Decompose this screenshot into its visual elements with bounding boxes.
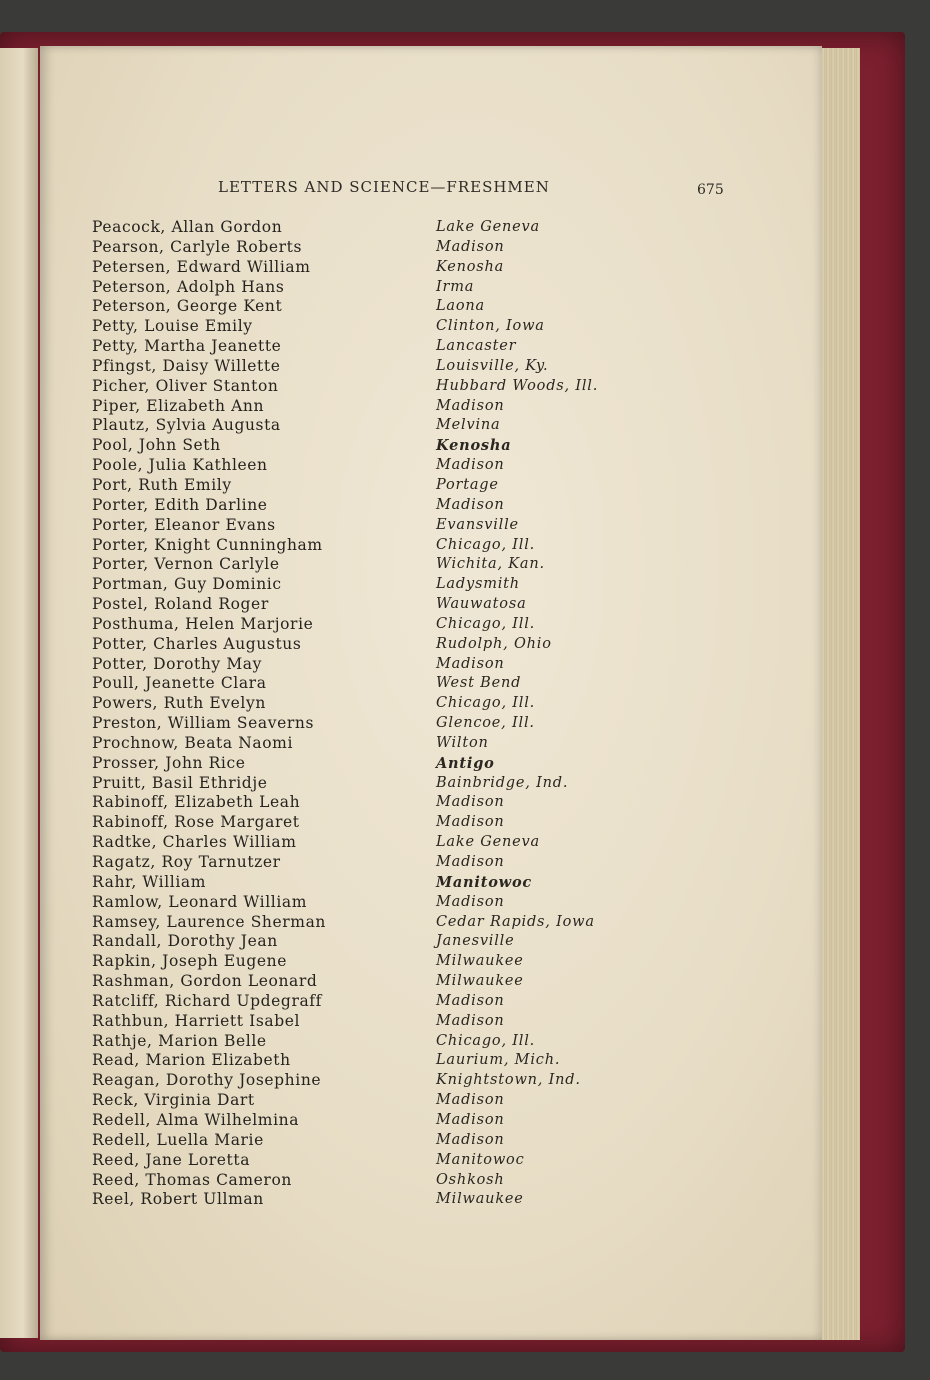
list-item: [86, 952, 646, 972]
student-name: Petty, Louise Emily: [92, 317, 253, 336]
student-hometown: Cedar Rapids, Iowa: [436, 913, 595, 930]
list-item: [86, 1032, 646, 1052]
student-name: Rahr, William: [92, 872, 207, 891]
student-name: Pool, John Seth: [92, 436, 221, 455]
list-item: [86, 1091, 646, 1111]
student-hometown: Madison: [436, 238, 505, 255]
student-hometown: Louisville, Ky.: [436, 357, 549, 374]
student-hometown: Madison: [436, 655, 505, 672]
student-name: Preston, William Seaverns: [92, 714, 315, 733]
list-item: [86, 1111, 646, 1131]
student-name: Piper, Elizabeth Ann: [92, 396, 265, 415]
student-name: Redell, Luella Marie: [92, 1130, 264, 1149]
list-item: [86, 357, 646, 377]
student-hometown: Glencoe, Ill.: [436, 715, 535, 732]
student-hometown: Evansville: [436, 516, 519, 533]
student-name: Radtke, Charles William: [92, 833, 297, 852]
student-name: Ramsey, Laurence Sherman: [92, 912, 327, 931]
list-item: [86, 416, 646, 436]
list-item: [86, 655, 646, 675]
page-header: LETTERS AND SCIENCE—FRESHMEN: [218, 178, 550, 196]
student-hometown: West Bend: [436, 675, 522, 692]
student-hometown: Kenosha: [436, 437, 512, 455]
student-list: [86, 218, 646, 1210]
student-name: Poole, Julia Kathleen: [92, 456, 268, 475]
student-name: Potter, Dorothy May: [92, 654, 262, 673]
list-item: [86, 992, 646, 1012]
student-name: Reed, Jane Loretta: [92, 1150, 251, 1169]
student-hometown: Melvina: [436, 417, 501, 434]
student-hometown: Milwaukee: [436, 953, 524, 970]
student-hometown: Wichita, Kan.: [436, 556, 545, 573]
student-hometown: Rudolph, Ohio: [436, 635, 552, 652]
student-hometown: Lancaster: [436, 338, 517, 355]
student-hometown: Manitowoc: [436, 1151, 525, 1168]
student-hometown: Chicago, Ill.: [436, 695, 536, 712]
list-item: [86, 278, 646, 298]
student-name: Porter, Knight Cunningham: [92, 535, 323, 554]
student-name: Port, Ruth Emily: [92, 475, 232, 494]
student-hometown: Chicago, Ill.: [436, 1032, 536, 1049]
list-item: [86, 397, 646, 417]
student-name: Reagan, Dorothy Josephine: [92, 1071, 322, 1090]
student-name: Prosser, John Rice: [92, 753, 246, 772]
student-name: Porter, Eleanor Evans: [92, 515, 276, 534]
student-name: Peterson, George Kent: [92, 297, 283, 316]
student-hometown: Madison: [436, 1012, 505, 1029]
student-hometown: Knightstown, Ind.: [436, 1072, 581, 1089]
student-name: Pruitt, Basil Ethridje: [92, 773, 268, 792]
list-item: [86, 575, 646, 595]
student-hometown: Hubbard Woods, Ill.: [436, 377, 599, 394]
list-item: [86, 476, 646, 496]
student-hometown: Janesville: [436, 933, 515, 950]
list-item: [86, 1131, 646, 1151]
list-item: [86, 436, 646, 456]
student-hometown: Laurium, Mich.: [436, 1052, 561, 1069]
student-name: Powers, Ruth Evelyn: [92, 694, 266, 713]
student-hometown: Madison: [436, 1092, 505, 1109]
student-name: Postel, Roland Roger: [92, 595, 269, 614]
student-name: Potter, Charles Augustus: [92, 634, 302, 653]
list-item: [86, 833, 646, 853]
page-number: 675: [697, 182, 724, 198]
student-name: Pfingst, Daisy Willette: [92, 356, 281, 375]
list-item: [86, 555, 646, 575]
student-hometown: Madison: [436, 1111, 505, 1128]
student-hometown: Laona: [436, 298, 485, 315]
student-name: Reel, Robert Ullman: [92, 1190, 264, 1209]
list-item: [86, 377, 646, 397]
list-item: [86, 932, 646, 952]
student-name: Picher, Oliver Stanton: [92, 376, 279, 395]
list-item: [86, 317, 646, 337]
list-item: [86, 456, 646, 476]
student-name: Peterson, Adolph Hans: [92, 277, 285, 296]
student-hometown: Madison: [436, 814, 505, 831]
student-hometown: Lake Geneva: [436, 834, 540, 851]
student-name: Read, Marion Elizabeth: [92, 1051, 291, 1070]
student-hometown: Chicago, Ill.: [436, 615, 536, 632]
student-name: Porter, Vernon Carlyle: [92, 555, 280, 574]
student-name: Rabinoff, Elizabeth Leah: [92, 793, 301, 812]
list-item: [86, 1012, 646, 1032]
list-item: [86, 813, 646, 833]
list-item: [86, 258, 646, 278]
student-hometown: Wilton: [436, 734, 489, 751]
student-hometown: Bainbridge, Ind.: [436, 774, 569, 791]
student-hometown: Lake Geneva: [436, 219, 540, 235]
student-name: Rathbun, Harriett Isabel: [92, 1011, 301, 1030]
list-item: [86, 615, 646, 635]
student-name: Pearson, Carlyle Roberts: [92, 237, 303, 256]
student-name: Petersen, Edward William: [92, 257, 311, 276]
student-hometown: Irma: [436, 278, 475, 295]
student-name: Porter, Edith Darline: [92, 495, 268, 514]
list-item: [86, 1171, 646, 1191]
student-name: Randall, Dorothy Jean: [92, 932, 278, 951]
student-hometown: Ladysmith: [436, 576, 520, 593]
student-name: Rapkin, Joseph Eugene: [92, 952, 288, 971]
student-name: Peacock, Allan Gordon: [92, 218, 283, 236]
student-name: Redell, Alma Wilhelmina: [92, 1110, 300, 1129]
student-name: Ragatz, Roy Tarnutzer: [92, 853, 281, 871]
student-name: Poull, Jeanette Clara: [92, 674, 267, 693]
student-hometown: Wauwatosa: [436, 596, 527, 613]
student-hometown: Madison: [436, 794, 505, 811]
list-item: [86, 972, 646, 992]
list-item: [86, 734, 646, 754]
student-name: Petty, Martha Jeanette: [92, 337, 282, 356]
list-item: [86, 714, 646, 734]
student-name: Rathje, Marion Belle: [92, 1031, 267, 1050]
list-item: [86, 536, 646, 556]
list-item: [86, 774, 646, 794]
student-name: Rabinoff, Rose Margaret: [92, 813, 300, 832]
list-item: [86, 1151, 646, 1171]
list-item: [86, 1071, 646, 1091]
list-item: [86, 893, 646, 913]
student-hometown: Madison: [436, 893, 505, 910]
student-hometown: Madison: [436, 496, 505, 513]
list-item: [86, 218, 646, 238]
left-page-edge: [0, 48, 38, 1338]
list-item: [86, 913, 646, 933]
student-name: Prochnow, Beata Naomi: [92, 733, 294, 752]
list-item: [86, 873, 646, 893]
list-item: [86, 595, 646, 615]
student-name: Reck, Virginia Dart: [92, 1091, 255, 1110]
student-hometown: Milwaukee: [436, 973, 524, 990]
list-item: [86, 635, 646, 655]
list-item: [86, 238, 646, 258]
list-item: [86, 1190, 646, 1210]
list-item: [86, 754, 646, 774]
student-hometown: Madison: [436, 854, 505, 870]
list-item: [86, 793, 646, 813]
student-name: Rashman, Gordon Leonard: [92, 972, 318, 991]
list-item: [86, 496, 646, 516]
list-item: [86, 297, 646, 317]
student-hometown: Portage: [436, 476, 499, 493]
student-hometown: Manitowoc: [436, 873, 533, 891]
student-name: Portman, Guy Dominic: [92, 575, 282, 594]
student-name: Ratcliff, Richard Updegraff: [92, 991, 322, 1010]
student-hometown: Antigo: [436, 754, 495, 772]
student-hometown: Clinton, Iowa: [436, 318, 545, 335]
student-hometown: Oshkosh: [436, 1171, 505, 1188]
student-hometown: Madison: [436, 397, 505, 414]
student-name: Plautz, Sylvia Augusta: [92, 416, 281, 435]
student-hometown: Madison: [436, 457, 505, 474]
list-item: [86, 337, 646, 357]
list-item: [86, 694, 646, 714]
student-name: Ramlow, Leonard William: [92, 892, 308, 911]
student-hometown: Madison: [436, 992, 505, 1009]
student-name: Posthuma, Helen Marjorie: [92, 614, 314, 633]
list-item: [86, 674, 646, 694]
student-hometown: Kenosha: [436, 258, 505, 275]
student-hometown: Milwaukee: [436, 1191, 524, 1208]
student-hometown: Madison: [436, 1131, 505, 1148]
list-item: [86, 853, 646, 873]
list-item: [86, 516, 646, 536]
student-hometown: Chicago, Ill.: [436, 536, 536, 553]
student-name: Reed, Thomas Cameron: [92, 1170, 292, 1189]
list-item: [86, 1051, 646, 1071]
